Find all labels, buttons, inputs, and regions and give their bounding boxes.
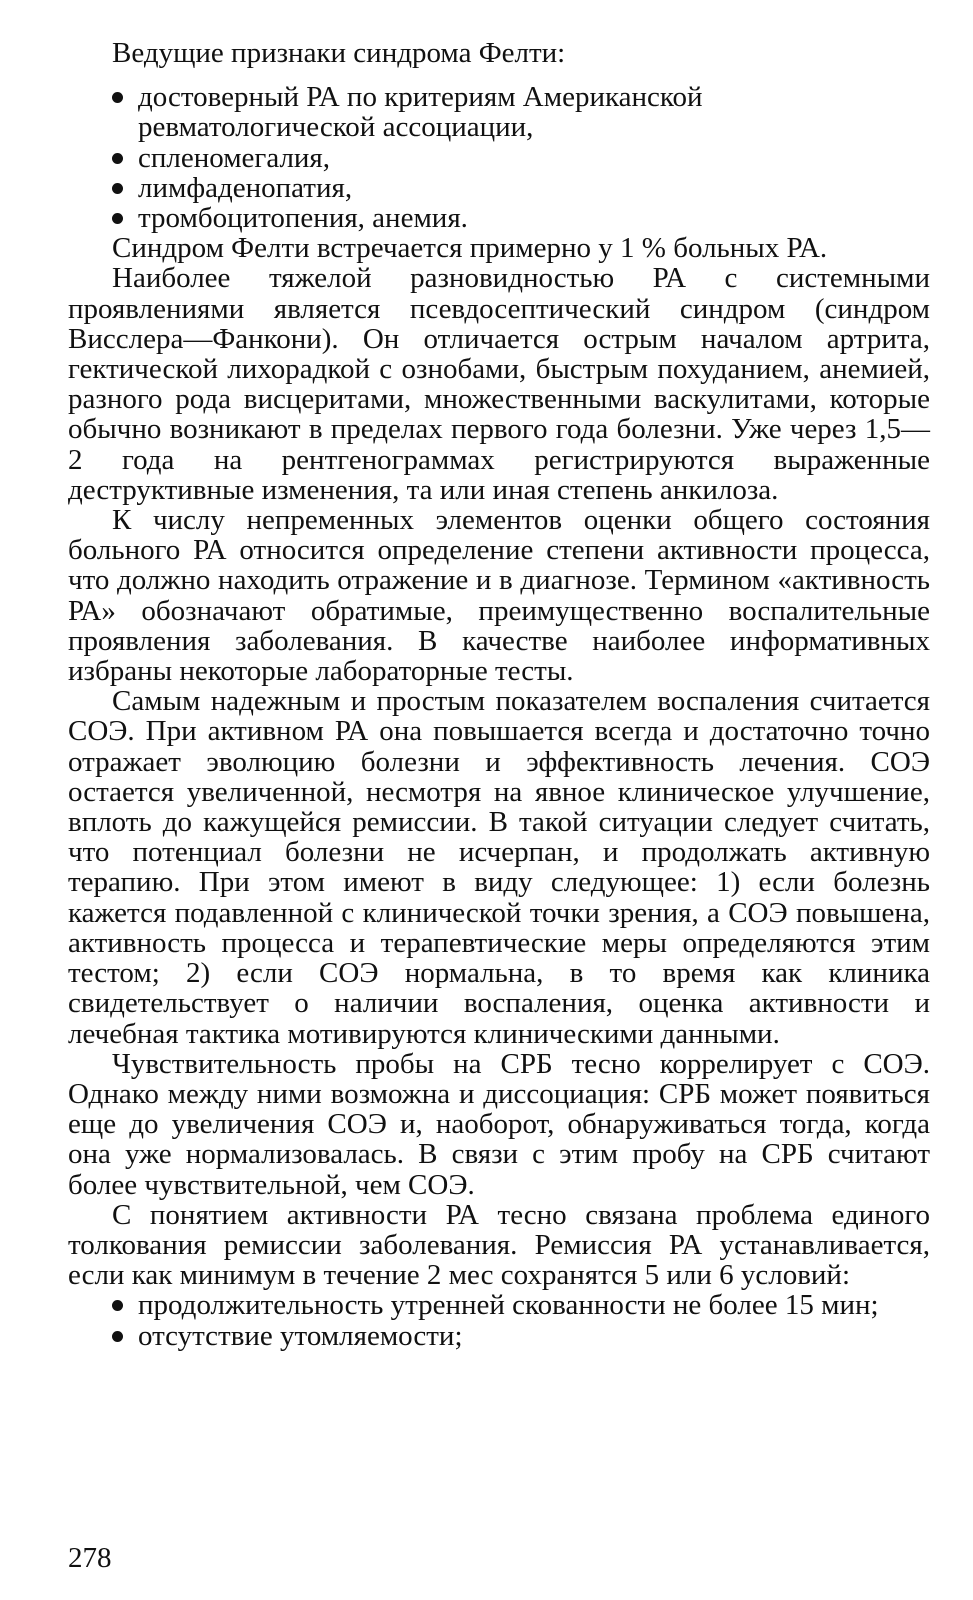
list-item-text: достоверный РА по критериям Американской ревматологической ассоциации,	[138, 81, 703, 144]
paragraph: Наиболее тяжелой разновидностью РА с системными проявлениями является псевдосептический синдром (синдром Висслера—Фанкони). Он отличается острым началом артрита, гектической лихорадкой с ознобами, быстрым похуданием, анемией, разного рода висцеритами, множественными васкулитами, которые обычно возникают в пределах первого года болезни. Уже через 1,5—2 года на рентгенограммах регистрируются выраженные деструктивные изменения, та или иная степень анкилоза.	[68, 262, 930, 506]
paragraph: Чувствительность пробы на СРБ тесно коррелирует с СОЭ. Однако между ними возможна и диссоциация: СРБ может появиться еще до увеличения СОЭ и, наоборот, обнаруживаться тогда, когда она уже нормализовалась. В связи с этим пробу на СРБ считают более чувствительной, чем СОЭ.	[68, 1047, 930, 1201]
paragraph: К числу непременных элементов оценки общего состояния больного РА относится определение степени активности процесса, что должно находить отражение и в диагнозе. Термином «активность РА» обозначают обратимые, преимущественно воспалительные проявления заболевания. В качестве наиболее информативных избраны некоторые лабораторные тесты.	[68, 504, 930, 688]
paragraph: Синдром Фелти встречается примерно у 1 % больных РА.	[112, 232, 828, 265]
bullet-icon	[112, 1300, 123, 1311]
list-item	[112, 1321, 930, 1351]
list-item	[112, 203, 930, 233]
intro-line: Ведущие признаки синдрома Фелти:	[112, 37, 566, 69]
paragraph: С понятием активности РА тесно связана проблема единого толкования ремиссии заболевания. Ремиссия РА устанавливается, если как минимум в течение 2 мес сохранятся 5 или 6 условий:	[68, 1198, 930, 1292]
remission-criteria-list	[68, 1290, 930, 1350]
bullet-icon	[112, 92, 123, 103]
paragraph: Самым надежным и простым показателем воспаления считается СОЭ. При активном РА она повышается всегда и достаточно точно отражает эволюцию болезни и эффективность лечения. СОЭ остается увеличенной, несмотря на явное клиническое улучшение, вплоть до кажущейся ремиссии. В такой ситуации следует считать, что потенциал болезни не исчерпан, и продолжать активную терапию. При этом имеют в виду следующее: 1) если болезнь кажется подавленной с клинической точки зрения, а СОЭ повышена, активность процесса и терапевтические меры определяются этим тестом; 2) если СОЭ нормальна, в то время как клиника свидетельствует о наличии воспаления, оценка активности и лечебная тактика мотивируются клиническими данными.	[68, 685, 930, 1050]
list-item-text: отсутствие утомляемости;	[138, 1319, 463, 1352]
bullet-icon	[112, 153, 123, 164]
list-item	[112, 82, 930, 142]
list-item	[112, 1290, 930, 1320]
list-item-text: спленомегалия,	[138, 141, 331, 174]
list-item	[112, 143, 930, 173]
felty-criteria-list	[68, 82, 930, 233]
list-item-text: продолжительность утренней скованности не более 15 мин;	[138, 1289, 879, 1322]
list-item-text: лимфаденопатия,	[138, 171, 353, 204]
list-item-text: тромбоцитопения, анемия.	[138, 202, 468, 235]
book-page	[68, 38, 930, 1351]
bullet-icon	[112, 1331, 123, 1342]
bullet-icon	[112, 183, 123, 194]
page-number: 278	[68, 1542, 112, 1574]
bullet-icon	[112, 213, 123, 224]
list-item	[112, 173, 930, 203]
